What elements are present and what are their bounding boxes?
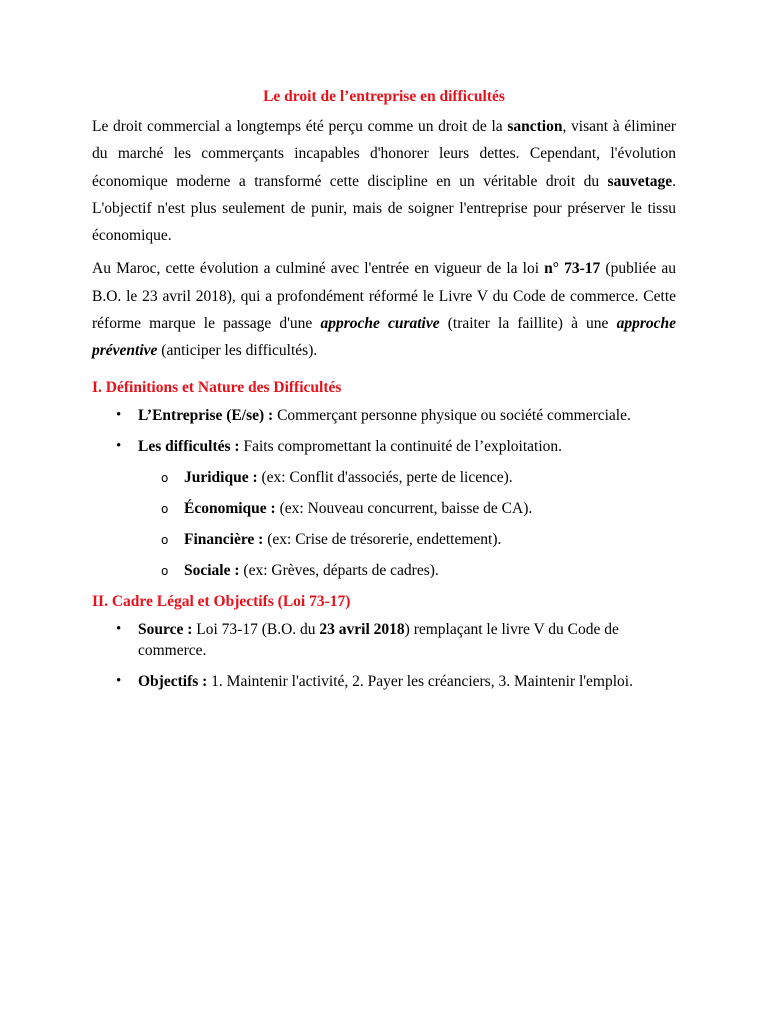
text-run: Au Maroc, cette évolution a culminé avec l'entrée en vigueur de la loi (92, 260, 545, 278)
sub-item-financiere (92, 529, 676, 550)
bold-law-number: n° 73-17 (544, 260, 601, 278)
text-run: (traiter la faillite) à une (439, 315, 617, 333)
difficulty-types-list (92, 467, 676, 581)
list-item-difficultes (92, 436, 676, 457)
section-1-heading: I. Définitions et Nature des Difficultés (92, 378, 342, 396)
bullet-icon: • (116, 406, 122, 423)
list-item-source (92, 619, 676, 661)
list-item-text: Faits compromettant la continuité de l’exploitation. (239, 437, 563, 455)
sub-item-juridique (92, 467, 676, 488)
list-item-label: Objectifs : (138, 672, 208, 690)
section-1-list (92, 405, 676, 457)
list-item-text: ) remplaçant le livre V du Code de commerce. (138, 620, 619, 659)
bold-italic-curative: approche curative (320, 315, 440, 333)
bold-italic-preventive: approche préventive (92, 315, 676, 360)
sub-item-sociale (92, 560, 676, 581)
bold-term-sauvetage: sauvetage (607, 172, 673, 190)
sub-item-label: Financière : (184, 530, 264, 548)
text-run: , visant à éliminer du marché les commerçants incapables d'honorer leurs dettes. Cependant, l'évolution économique moderne a transformé cette discipline en un véritable droit du (92, 118, 676, 190)
list-item-label: L’Entreprise (E/se) : (138, 406, 274, 424)
sub-item-label: Juridique : (184, 468, 258, 486)
sub-item-economique (92, 498, 676, 519)
list-item-text: 1. Maintenir l'activité, 2. Payer les créanciers, 3. Maintenir l'emploi. (207, 672, 633, 690)
bold-date: 23 avril 2018 (319, 620, 405, 638)
text-run: (publiée au B.O. le 23 avril 2018), qui a profondément réformé le Livre V du Code de commerce. Cette réforme marque le passage d'une (92, 260, 676, 333)
document-title: Le droit de l’entreprise en difficultés (263, 88, 505, 105)
text-run: Le droit commercial a longtemps été perçu comme un droit de la (92, 118, 508, 135)
circle-bullet-icon: o (161, 470, 169, 485)
sub-item-text: (ex: Nouveau concurrent, baisse de CA). (275, 499, 533, 517)
section-2-heading: II. Cadre Légal et Objectifs (Loi 73-17) (92, 592, 351, 610)
intro-paragraph-2 (92, 255, 676, 364)
text-run: (anticiper les difficultés). (157, 342, 318, 360)
bullet-icon: • (116, 437, 122, 454)
sub-item-text: (ex: Conflit d'associés, perte de licence). (257, 468, 513, 486)
circle-bullet-icon: o (161, 501, 169, 516)
text-run: . L'objectif n'est plus seulement de punir, mais de soigner l'entreprise pour préserver le tissu économique. (92, 172, 676, 245)
intro-paragraph-1 (92, 113, 676, 249)
sub-item-label: Sociale : (184, 561, 240, 579)
bullet-icon: • (116, 620, 122, 637)
list-item-objectifs (92, 671, 676, 692)
sub-item-text: (ex: Grèves, départs de cadres). (239, 561, 439, 579)
sub-item-label: Économique : (184, 499, 276, 517)
section-2-list (92, 619, 676, 692)
circle-bullet-icon: o (161, 563, 169, 578)
list-item-text: Commerçant personne physique ou société commerciale. (273, 406, 631, 424)
bullet-icon: • (116, 672, 122, 689)
list-item-entreprise (92, 405, 676, 426)
list-item-label: Source : (138, 620, 193, 638)
circle-bullet-icon: o (161, 532, 169, 547)
sub-item-text: (ex: Crise de trésorerie, endettement). (263, 530, 502, 548)
bold-term-sanction: sanction (507, 118, 563, 135)
list-item-label: Les difficultés : (138, 437, 240, 455)
list-item-text: Loi 73-17 (B.O. du (192, 620, 320, 638)
